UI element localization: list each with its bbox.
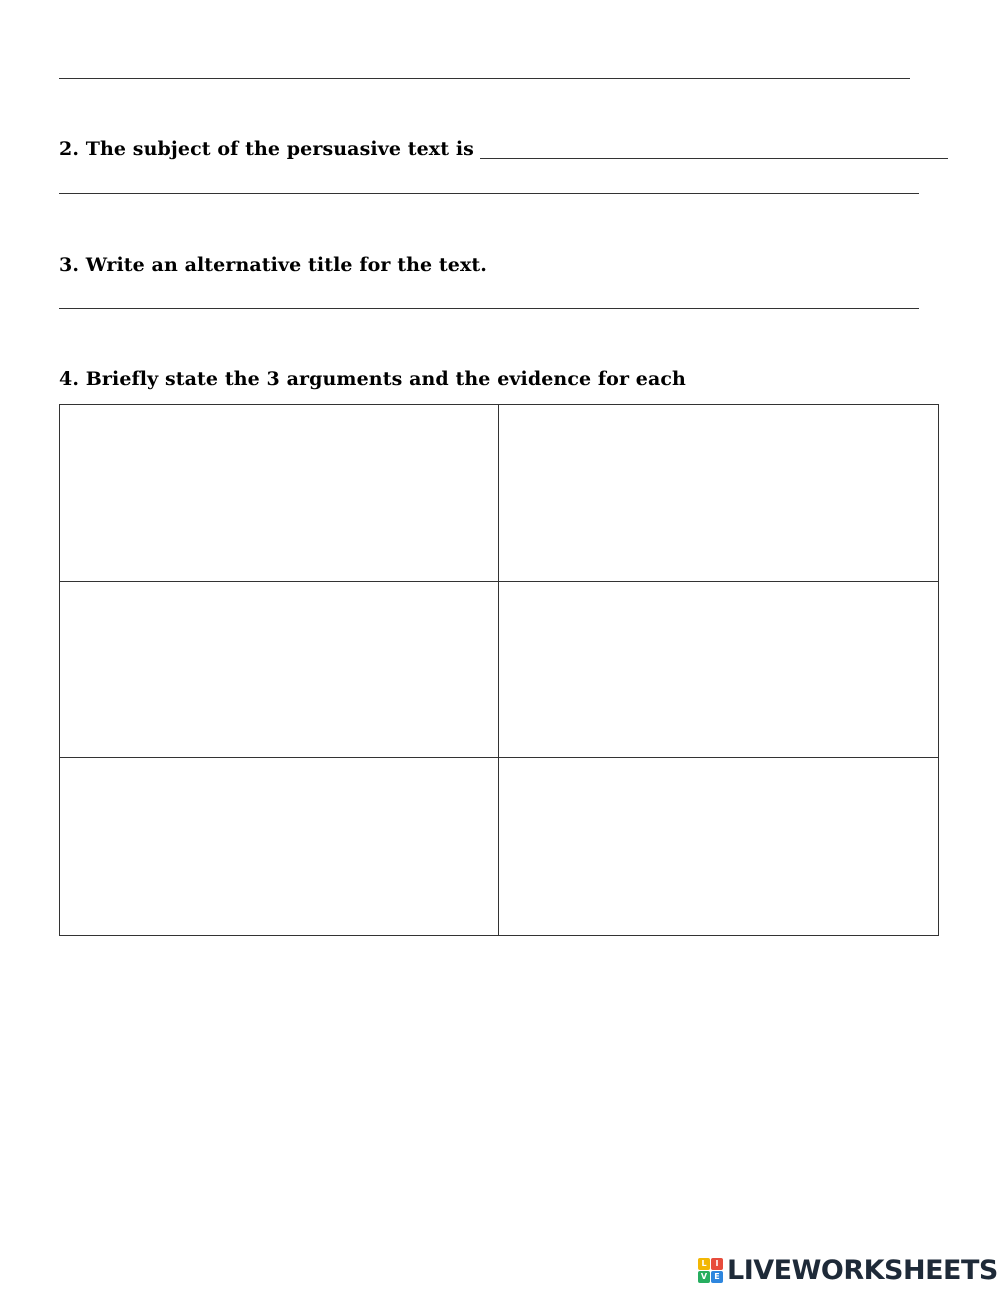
evidence-1-cell[interactable] [499, 405, 938, 582]
question-4: 4. Briefly state the 3 arguments and the evidence for each [59, 368, 686, 390]
question-2-text: 2. The subject of the persuasive text is [59, 138, 474, 160]
question-2-blank[interactable] [480, 157, 948, 159]
answer-line-1[interactable] [59, 78, 910, 79]
logo-text: LIVEWORKSHEETS [727, 1254, 998, 1286]
argument-3-cell[interactable] [60, 758, 499, 935]
evidence-2-cell[interactable] [499, 582, 938, 759]
answer-line-3[interactable] [59, 308, 919, 309]
question-2 [59, 140, 948, 159]
arguments-table [59, 404, 939, 936]
logo-blocks-icon [698, 1258, 723, 1283]
logo-block-e: E [711, 1271, 723, 1283]
logo-block-i: I [711, 1258, 723, 1270]
logo-block-v: V [698, 1271, 710, 1283]
argument-1-cell[interactable] [60, 405, 499, 582]
question-3: 3. Write an alternative title for the text. [59, 254, 487, 276]
evidence-3-cell[interactable] [499, 758, 938, 935]
answer-line-2[interactable] [59, 193, 919, 194]
logo-block-l: L [698, 1258, 710, 1270]
liveworksheets-logo [698, 1255, 998, 1285]
argument-2-cell[interactable] [60, 582, 499, 759]
